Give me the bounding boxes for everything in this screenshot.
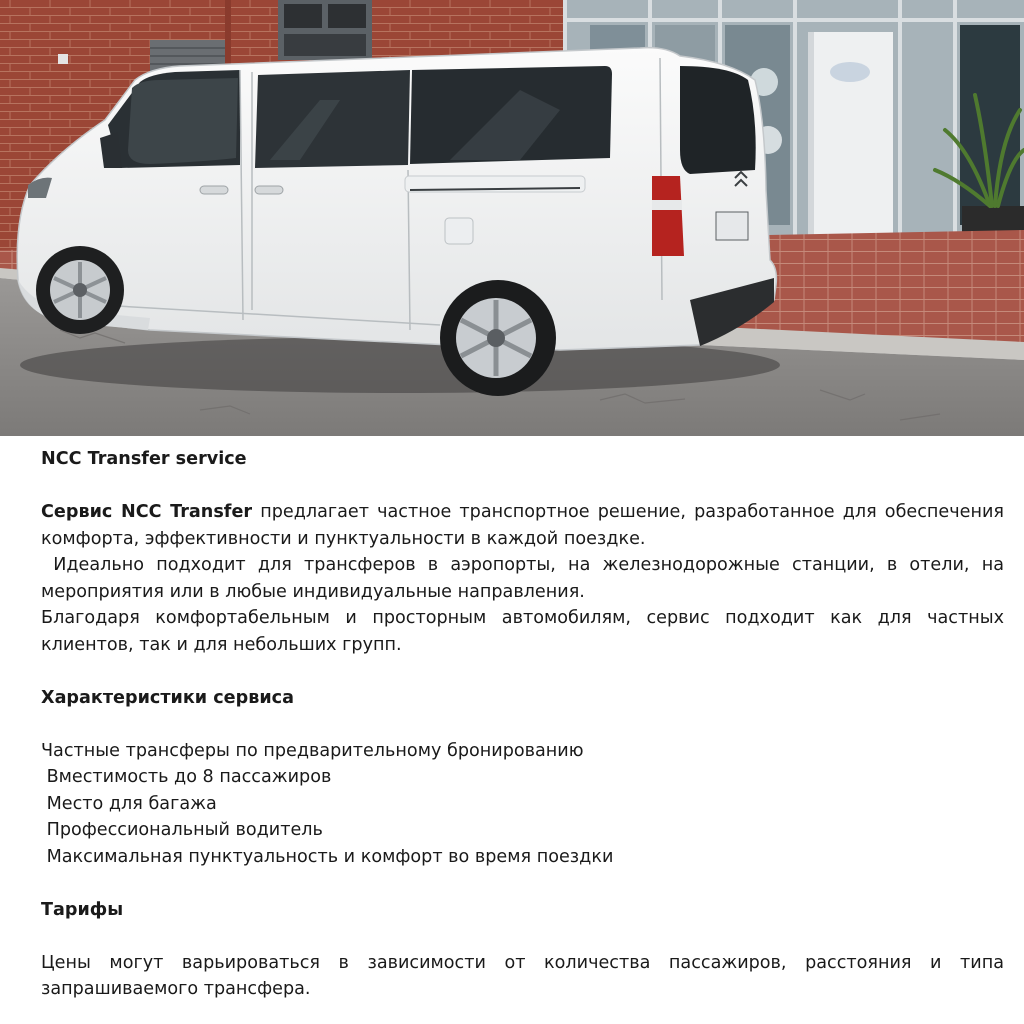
features-heading: Характеристики сервиса bbox=[41, 687, 294, 708]
feature-item: Частные трансферы по предварительному бронированию bbox=[41, 740, 584, 761]
intro-line1: предлагает частное транспортное решение, разработанное для обеспечения комфорта, эффективности и пунктуальности в каждой поездке. bbox=[41, 502, 1004, 549]
rates-heading: Тарифы bbox=[41, 899, 124, 920]
feature-item: Место для багажа bbox=[41, 793, 217, 814]
intro-line2: Идеально подходит для трансферов в аэропорты, на железнодорожные станции, в отели, на мероприятия или в любые индивидуальные направления. bbox=[41, 555, 1010, 602]
rates-text: Цены могут варьироваться в зависимости от количества пассажиров, расстояния и типа запрашиваемого трансфера. bbox=[41, 952, 1004, 999]
van-photo bbox=[0, 0, 1024, 436]
feature-item: Вместимость до 8 пассажиров bbox=[41, 767, 332, 787]
feature-item: Максимальная пунктуальность и комфорт во время поездки bbox=[41, 846, 614, 867]
description-text bbox=[41, 444, 1010, 1003]
page-title: NCC Transfer service bbox=[41, 449, 247, 469]
intro-bold-lead: Сервис NCC Transfer bbox=[41, 502, 253, 522]
intro-line3: Благодаря комфортабельным и просторным автомобилям, сервис подходит как для частных клиентов, так и для небольших групп. bbox=[41, 608, 1004, 655]
feature-item: Профессиональный водитель bbox=[41, 820, 323, 840]
intro-paragraph bbox=[41, 499, 1004, 552]
